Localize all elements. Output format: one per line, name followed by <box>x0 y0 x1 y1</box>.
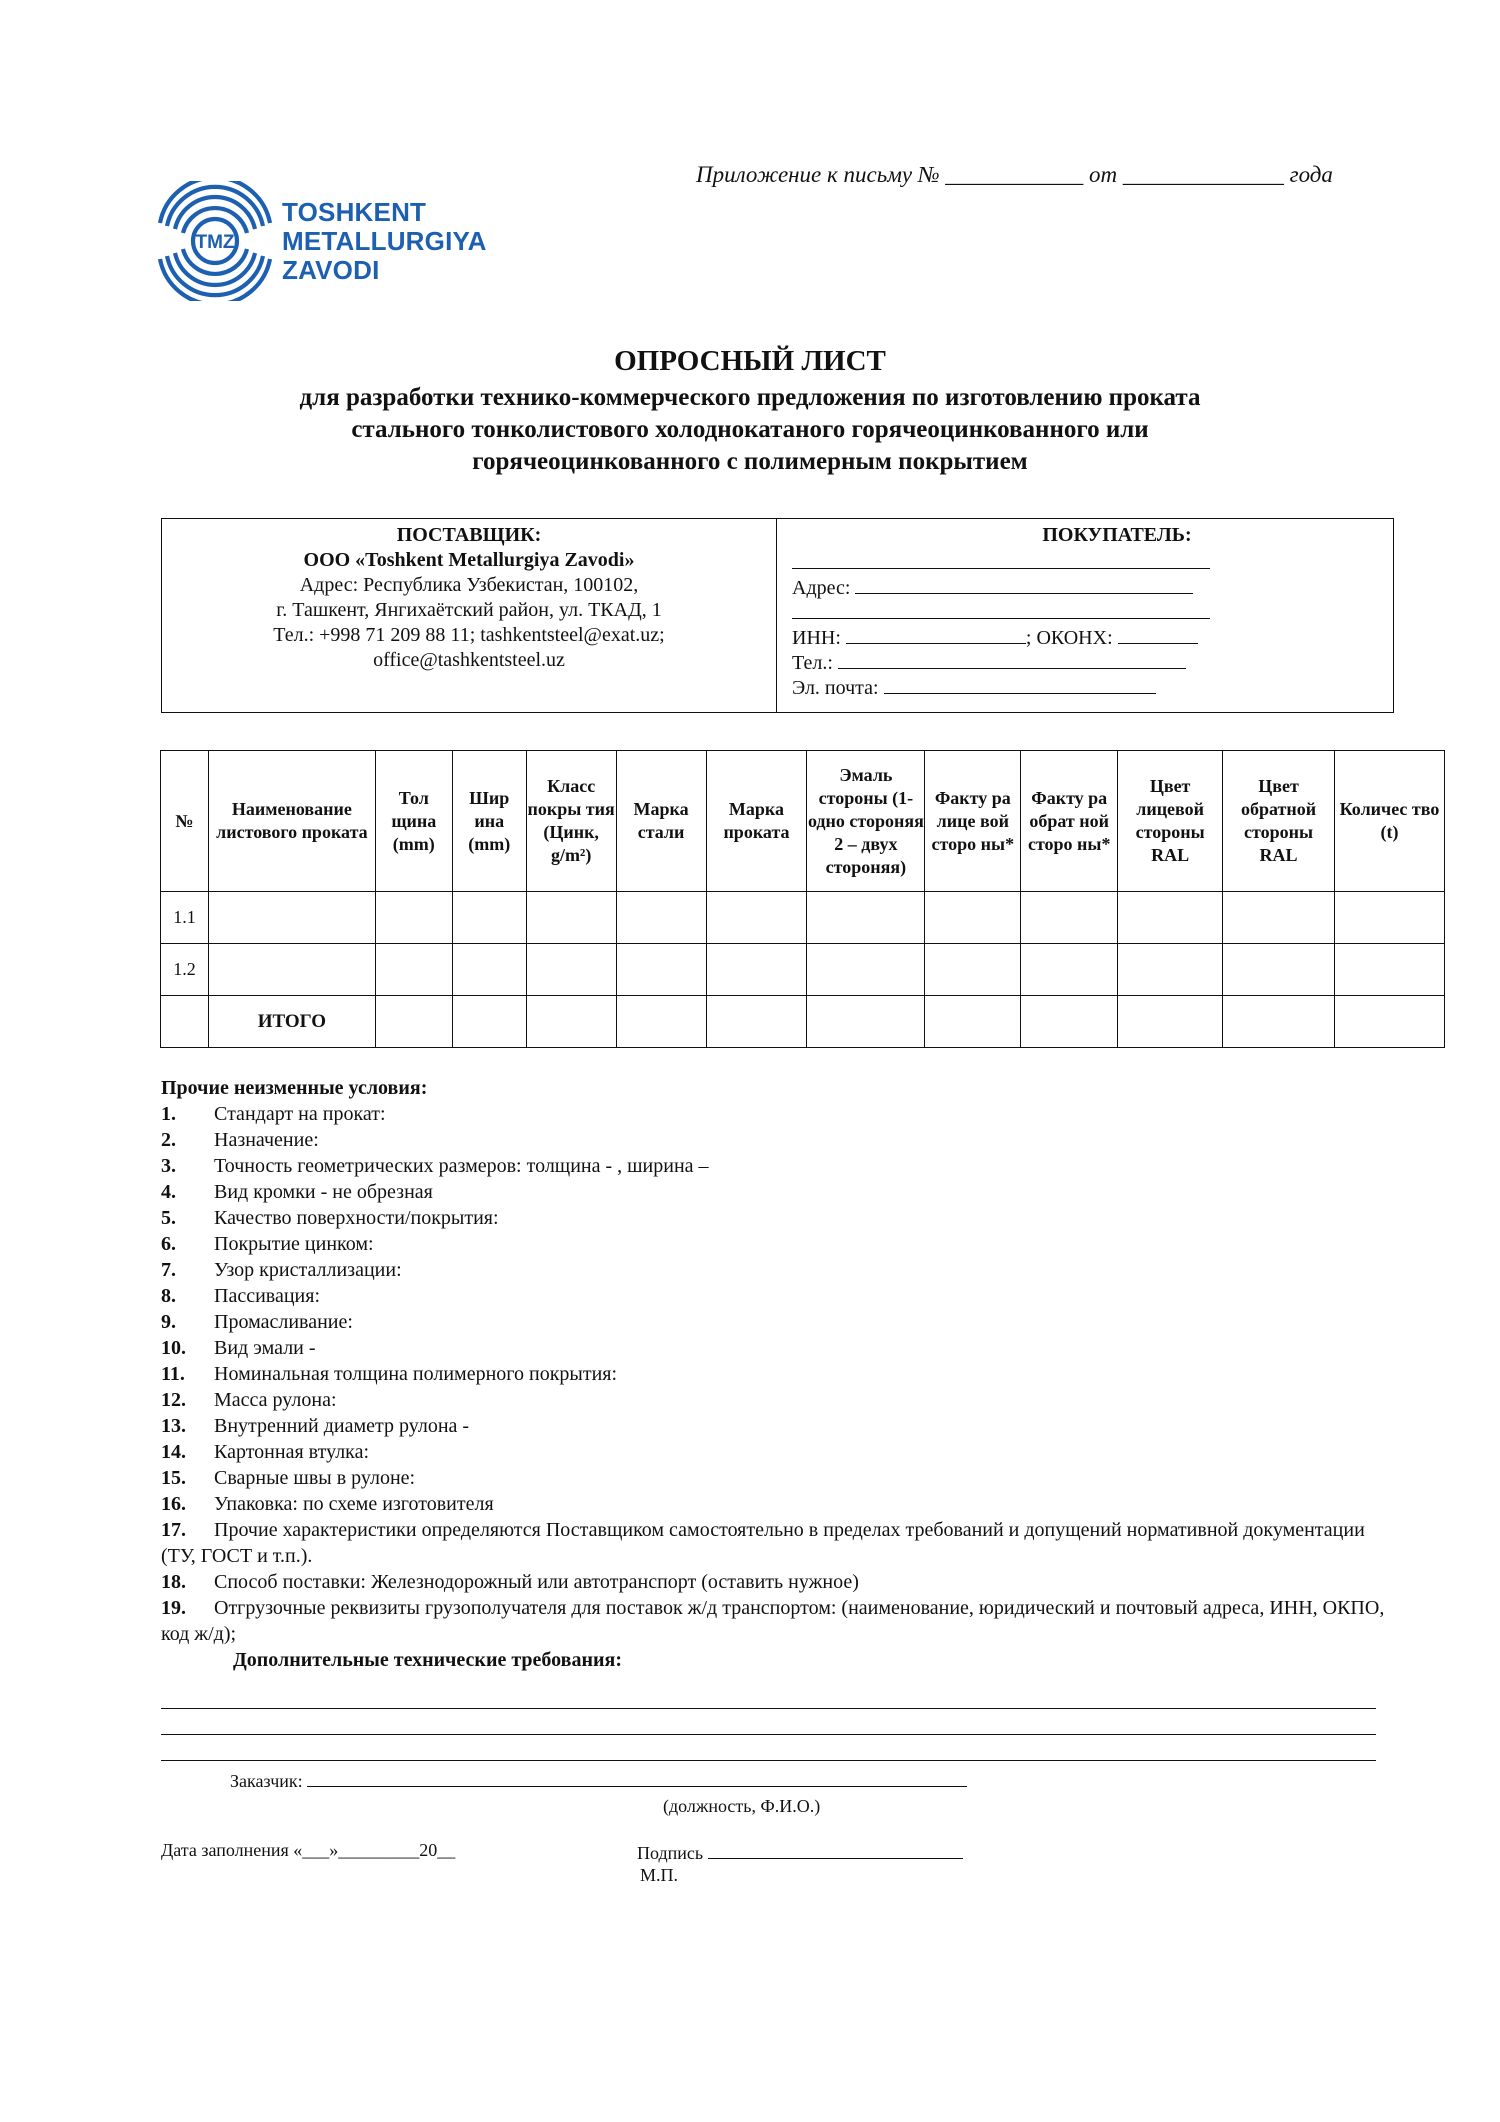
table-header-row <box>161 751 1445 892</box>
condition-text: Масса рулона: <box>214 1389 337 1411</box>
condition-text: Вид эмали - <box>214 1337 316 1359</box>
condition-item <box>161 1179 1401 1205</box>
cell-input[interactable] <box>1021 892 1118 944</box>
col-header-front-color: Цвет лицевой стороны RAL <box>1118 751 1223 892</box>
signature-field[interactable] <box>637 1840 963 1864</box>
total-label: ИТОГО <box>208 996 375 1048</box>
total-empty-cell <box>161 996 209 1048</box>
cell-input[interactable] <box>807 996 925 1048</box>
cell-input[interactable] <box>526 944 616 996</box>
col-header-front-texture: Факту ра лице вой сторо ны* <box>925 751 1021 892</box>
cell-input[interactable] <box>452 996 526 1048</box>
customer-label: Заказчик: <box>230 1771 303 1791</box>
parties-divider <box>776 519 777 712</box>
cell-input[interactable] <box>208 944 375 996</box>
condition-item <box>161 1595 1401 1647</box>
cell-input[interactable] <box>526 892 616 944</box>
condition-number: 5. <box>161 1207 176 1229</box>
condition-number: 12. <box>161 1389 186 1411</box>
cell-input[interactable] <box>375 944 452 996</box>
date-field[interactable]: Дата заполнения «___»_________20__ <box>161 1840 456 1860</box>
col-header-back-color: Цвет обратной стороны RAL <box>1223 751 1335 892</box>
condition-number: 11. <box>161 1363 185 1385</box>
condition-item <box>161 1127 1401 1153</box>
condition-number: 14. <box>161 1441 186 1463</box>
condition-item <box>161 1491 1401 1517</box>
cell-input[interactable] <box>807 892 925 944</box>
buyer-address-label: Адрес: <box>792 577 851 599</box>
condition-text: Картонная втулка: <box>214 1441 370 1463</box>
buyer-inn-field[interactable] <box>792 623 1382 648</box>
col-header-back-texture: Факту ра обрат ной сторо ны* <box>1021 751 1118 892</box>
cell-input[interactable] <box>208 892 375 944</box>
condition-number: 1. <box>161 1103 176 1125</box>
cell-input[interactable] <box>1021 996 1118 1048</box>
condition-item <box>161 1439 1401 1465</box>
condition-number: 13. <box>161 1415 186 1437</box>
col-header-enamel-side: Эмаль стороны (1- одно стороняя 2 – двух стороняя) <box>807 751 925 892</box>
position-note: (должность, Ф.И.О.) <box>663 1796 821 1816</box>
buyer-name-field[interactable] <box>792 548 1382 573</box>
parties-box <box>161 518 1394 713</box>
cell-input[interactable] <box>706 944 807 996</box>
buyer-phone-field[interactable] <box>792 648 1382 673</box>
cell-input[interactable] <box>452 892 526 944</box>
condition-number: 2. <box>161 1129 176 1151</box>
col-header-product-grade: Марка проката <box>706 751 807 892</box>
condition-text: Покрытие цинком: <box>214 1233 374 1255</box>
specification-table <box>160 750 1445 1048</box>
condition-number: 4. <box>161 1181 176 1203</box>
buyer-address-field[interactable] <box>792 573 1382 598</box>
condition-number: 16. <box>161 1493 186 1515</box>
cell-input[interactable] <box>925 944 1021 996</box>
supplier-heading: ПОСТАВЩИК: <box>396 524 542 546</box>
condition-text: Качество поверхности/покрытия: <box>214 1207 499 1229</box>
condition-item <box>161 1361 1401 1387</box>
cell-input[interactable] <box>526 996 616 1048</box>
condition-text: Узор кристаллизации: <box>214 1259 402 1281</box>
condition-number: 8. <box>161 1285 176 1307</box>
condition-number: 10. <box>161 1337 186 1359</box>
row-number: 1.1 <box>161 892 209 944</box>
letter-reference: Приложение к письму № ____________ от ______________ года <box>696 162 1333 187</box>
supplier-contacts: Тел.: +998 71 209 88 11; tashkentsteel@exat.uz; <box>273 624 665 646</box>
buyer-phone-label: Тел.: <box>792 652 833 674</box>
buyer-heading: ПОКУПАТЕЛЬ: <box>1042 524 1192 546</box>
condition-item <box>161 1205 1401 1231</box>
tmz-emblem-icon <box>155 181 285 301</box>
condition-text: Промасливание: <box>214 1311 353 1333</box>
condition-item <box>161 1335 1401 1361</box>
document-title: ОПРОСНЫЙ ЛИСТ <box>614 345 886 377</box>
supplier-company: ООО «Toshkent Metallurgiya Zavodi» <box>303 549 635 571</box>
condition-text: Стандарт на прокат: <box>214 1103 386 1125</box>
condition-text: Способ поставки: Железнодорожный или автотранспорт (оставить нужное) <box>214 1571 859 1593</box>
buyer-email-field[interactable] <box>792 673 1382 698</box>
condition-text: Сварные швы в рулоне: <box>214 1467 416 1489</box>
col-header-num: № <box>161 751 209 892</box>
cell-input[interactable] <box>706 892 807 944</box>
buyer-block <box>792 523 1382 698</box>
condition-text: Номинальная толщина полимерного покрытия: <box>214 1363 618 1385</box>
condition-item <box>161 1387 1401 1413</box>
cell-input[interactable] <box>452 944 526 996</box>
condition-text: Внутренний диаметр рулона - <box>214 1415 470 1437</box>
condition-item <box>161 1101 1401 1127</box>
cell-input[interactable] <box>1335 944 1445 996</box>
cell-input[interactable] <box>807 944 925 996</box>
extra-requirements-lines[interactable] <box>161 1683 1376 1761</box>
cell-input[interactable] <box>616 944 706 996</box>
condition-text: Прочие характеристики определяются Поставщиком самостоятельно в пределах требований и допущений нормативной документации (ТУ, ГОСТ и т.п.). <box>161 1519 1365 1567</box>
subtitle-line-1: для разработки технико-коммерческого предложения по изготовлению проката <box>299 384 1201 411</box>
col-header-thickness: Тол щина (mm) <box>375 751 452 892</box>
cell-input[interactable] <box>1118 996 1223 1048</box>
logo-emblem-text: TMZ <box>195 232 235 253</box>
stamp-label: М.П. <box>640 1865 679 1885</box>
condition-item <box>161 1231 1401 1257</box>
condition-text: Упаковка: по схеме изготовителя <box>214 1493 494 1515</box>
condition-number: 19. <box>161 1597 186 1619</box>
conditions-heading: Прочие неизменные условия: <box>161 1077 428 1099</box>
cell-input[interactable] <box>375 996 452 1048</box>
cell-input[interactable] <box>1223 944 1335 996</box>
col-header-width: Шир ина (mm) <box>452 751 526 892</box>
subtitle-line-3: горячеоцинкованного с полимерным покрытием <box>472 448 1028 475</box>
customer-field[interactable] <box>230 1768 967 1792</box>
condition-number: 18. <box>161 1571 186 1593</box>
cell-input[interactable] <box>1223 892 1335 944</box>
buyer-inn-label: ИНН: <box>792 627 841 649</box>
cell-input[interactable] <box>925 892 1021 944</box>
condition-text: Пассивация: <box>214 1285 320 1307</box>
cell-input[interactable] <box>1021 944 1118 996</box>
logo-line-2: METALLURGIYA <box>282 226 487 256</box>
col-header-coating-class: Класс покры тия (Цинк, g/m²) <box>526 751 616 892</box>
document-subtitle <box>0 382 1500 478</box>
condition-item <box>161 1309 1401 1335</box>
supplier-block <box>162 523 776 673</box>
supplier-address-1: Адрес: Республика Узбекистан, 100102, <box>299 574 639 596</box>
condition-item <box>161 1283 1401 1309</box>
buyer-okonh-label: ; ОКОНХ: <box>1025 627 1113 649</box>
blank-line[interactable] <box>161 1735 1376 1761</box>
cell-input[interactable] <box>616 892 706 944</box>
signature-label: Подпись <box>637 1843 704 1863</box>
col-header-steel-grade: Марка стали <box>616 751 706 892</box>
condition-item <box>161 1569 1401 1595</box>
cell-input[interactable] <box>706 996 807 1048</box>
condition-text: Назначение: <box>214 1129 319 1151</box>
condition-number: 7. <box>161 1259 176 1281</box>
logo-wordmark <box>282 198 487 285</box>
col-header-name: Наименование листового проката <box>208 751 375 892</box>
condition-text: Отгрузочные реквизиты грузополучателя для поставок ж/д транспортом: (наименование, юридический и почтовый адреса, ИНН, ОКПО, код ж/д); <box>161 1597 1385 1645</box>
condition-item <box>161 1517 1401 1569</box>
cell-input[interactable] <box>1118 892 1223 944</box>
condition-item <box>161 1257 1401 1283</box>
condition-number: 15. <box>161 1467 186 1489</box>
cell-input[interactable] <box>1223 996 1335 1048</box>
logo-line-1: TOSHKENT <box>282 197 427 227</box>
supplier-email: office@tashkentsteel.uz <box>373 649 565 671</box>
table-row <box>161 944 1445 996</box>
condition-item <box>161 1153 1401 1179</box>
blank-line[interactable] <box>161 1683 1376 1709</box>
condition-number: 6. <box>161 1233 176 1255</box>
cell-input[interactable] <box>616 996 706 1048</box>
condition-text: Точность геометрических размеров: толщина - , ширина – <box>214 1155 709 1177</box>
cell-input[interactable] <box>375 892 452 944</box>
condition-item <box>161 1465 1401 1491</box>
subtitle-line-2: стального тонколистового холоднокатаного горячеоцинкованного или <box>351 416 1149 443</box>
cell-input[interactable] <box>1335 996 1445 1048</box>
supplier-address-2: г. Ташкент, Янгихаётский район, ул. ТКАД, 1 <box>276 599 662 621</box>
extra-requirements-heading: Дополнительные технические требования: <box>233 1649 622 1671</box>
condition-item <box>161 1413 1401 1439</box>
conditions-list <box>161 1101 1401 1647</box>
conditions-section <box>161 1075 1401 1673</box>
table-row <box>161 892 1445 944</box>
row-number: 1.2 <box>161 944 209 996</box>
table-total-row <box>161 996 1445 1048</box>
blank-line[interactable] <box>161 1709 1376 1735</box>
cell-input[interactable] <box>1118 944 1223 996</box>
buyer-address-line-2[interactable] <box>792 598 1382 623</box>
condition-number: 17. <box>161 1519 186 1541</box>
logo-line-3: ZAVODI <box>282 255 380 285</box>
cell-input[interactable] <box>1335 892 1445 944</box>
cell-input[interactable] <box>925 996 1021 1048</box>
condition-text: Вид кромки - не обрезная <box>214 1181 433 1203</box>
condition-number: 9. <box>161 1311 176 1333</box>
col-header-quantity: Количес тво (t) <box>1335 751 1445 892</box>
condition-number: 3. <box>161 1155 176 1177</box>
buyer-email-label: Эл. почта: <box>792 677 879 699</box>
